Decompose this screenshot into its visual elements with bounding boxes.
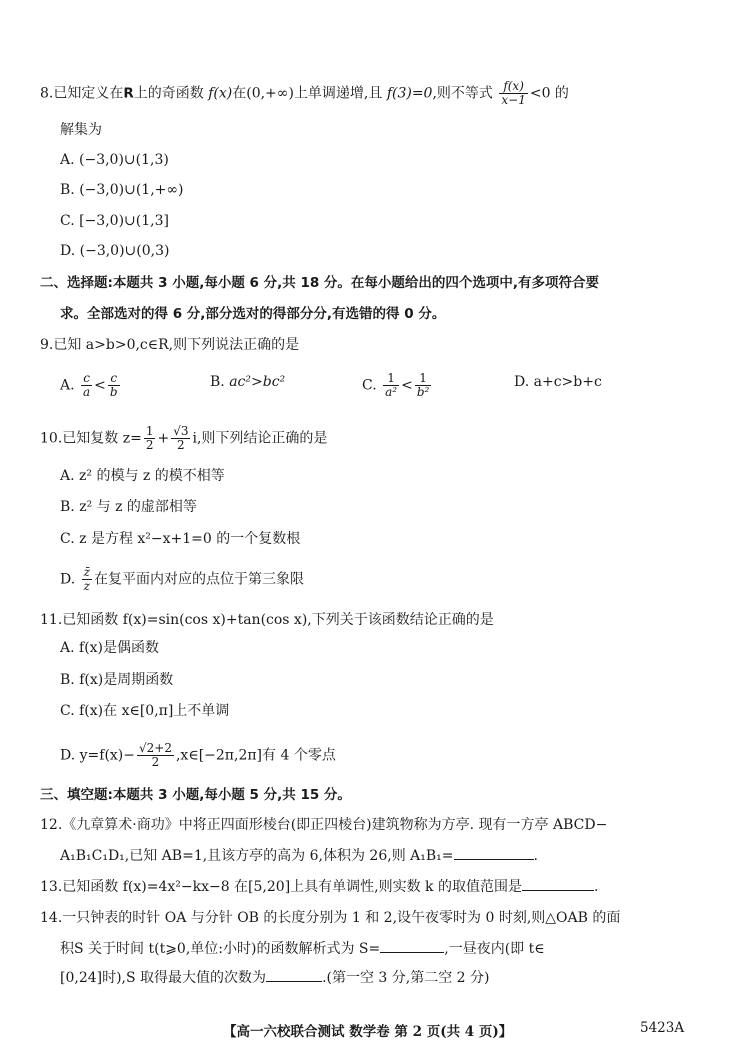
q9-a-op: < xyxy=(94,377,106,394)
q10-option-d-text: 在复平面内对应的点位于第三象限 xyxy=(93,571,304,588)
q11-d-frac xyxy=(137,742,174,769)
q14-line1: 14.一只钟表的时针 OA 与分针 OB 的长度分别为 1 和 2,设午夜零时为 0 时刻,则△OAB 的面 xyxy=(40,910,621,926)
footer-title: 【高一六校联合测试 数学卷 第 2 页(共 4 页)】 xyxy=(223,1024,513,1040)
section2-heading-line1: 二、选择题:本题共 3 小题,每小题 6 分,共 18 分。在每小题给出的四个选项中,有多项符合要 xyxy=(40,275,600,291)
q10-stem-part: 10.已知复数 z= xyxy=(40,430,142,447)
q12-line1: 12.《九章算术·商功》中将正四面形棱台(即正四棱台)建筑物称为方亭. 现有一方亭 ABCD− xyxy=(40,817,608,833)
q10-d-frac xyxy=(82,566,92,593)
q8-option-c: C. [−3,0)∪(1,3] xyxy=(60,213,169,229)
q8-stem-line2: 解集为 xyxy=(60,122,102,138)
section3-heading: 三、填空题:本题共 3 小题,每小题 5 分,共 15 分。 xyxy=(40,787,351,803)
q10-plus: + xyxy=(157,430,170,447)
q11-option-d xyxy=(60,742,336,769)
q9-a-frac1 xyxy=(81,372,92,399)
q8-stem-part: ,则不等式 xyxy=(432,85,493,102)
q10-frac1-den: 2 xyxy=(145,438,154,452)
q8-option-a: A. (−3,0)∪(1,3) xyxy=(60,152,169,168)
q11-stem: 11.已知函数 f(x)=sin(cos x)+tan(cos x),下列关于该函数结论正确的是 xyxy=(40,612,494,628)
q14-answer-blank-2[interactable] xyxy=(266,967,322,982)
q12-line2 xyxy=(60,845,538,866)
q12-end: . xyxy=(533,848,538,864)
footer-code: 5423A xyxy=(640,1020,685,1036)
q8-fraction xyxy=(499,80,527,107)
q12-line2-text: A₁B₁C₁D₁,已知 AB=1,且该方亭的高为 6,体积为 26,则 A₁B₁= xyxy=(60,848,454,864)
q8-fx: f(x) xyxy=(208,85,233,102)
q10-stem-part: i,则下列结论正确的是 xyxy=(192,430,328,447)
q8-stem-part: 8.已知定义在 xyxy=(40,85,124,102)
q9-a-frac2-den: b xyxy=(109,385,118,399)
q14-line2 xyxy=(60,938,545,959)
q10-stem xyxy=(40,425,327,452)
q9-c-frac2 xyxy=(415,372,432,399)
q9-c-frac2-den: b² xyxy=(416,385,430,399)
q14-line3 xyxy=(60,967,490,988)
q11-option-d-part: ,x∈[−2π,2π]有 4 个零点 xyxy=(175,747,336,764)
q13-answer-blank[interactable] xyxy=(522,876,594,891)
q9-stem: 9.已知 a>b>0,c∈R,则下列说法正确的是 xyxy=(40,337,300,353)
q10-frac1 xyxy=(144,425,156,452)
q8-option-b: B. (−3,0)∪(1,+∞) xyxy=(60,182,184,198)
q9-option-b xyxy=(210,372,285,392)
q11-d-frac-den: 2 xyxy=(151,755,160,769)
q9-a-frac2-num: c xyxy=(108,372,120,386)
q9-c-op: < xyxy=(401,377,413,394)
q8-stem-part: 在(0,+∞)上单调递增,且 xyxy=(232,85,383,102)
section2-heading-line2: 求。全部选对的得 6 分,部分选对的得部分分,有选错的得 0 分。 xyxy=(60,306,446,322)
q11-option-a: A. f(x)是偶函数 xyxy=(60,640,160,656)
q8-stem-part: <0 的 xyxy=(529,85,569,102)
q14-line2-text: 积S 关于时间 t(t⩾0,单位:小时)的函数解析式为 S= xyxy=(60,941,381,957)
q8-frac-num: f(x) xyxy=(499,80,527,94)
q10-option-b: B. z² 与 z 的虚部相等 xyxy=(60,499,197,515)
q11-option-c: C. f(x)在 x∈[0,π]上不单调 xyxy=(60,703,230,719)
q10-option-d xyxy=(60,566,304,593)
q10-frac2-num: √3 xyxy=(173,424,189,438)
q8-stem xyxy=(40,80,569,107)
q10-d-frac-den: z xyxy=(83,579,90,593)
q9-option-a-label: A. xyxy=(60,377,75,394)
q9-a-frac1-num: c xyxy=(81,372,92,386)
q14-line3-text: [0,24]时),S 取得最大值的次数为 xyxy=(60,970,267,986)
q10-option-c: C. z 是方程 x²−x+1=0 的一个复数根 xyxy=(60,531,301,547)
q8-option-d: D. (−3,0)∪(0,3) xyxy=(60,243,170,259)
q10-frac1-num: 1 xyxy=(145,424,154,438)
q9-option-a xyxy=(60,372,122,399)
q9-option-c-label: C. xyxy=(362,377,377,394)
q14-answer-blank-1[interactable] xyxy=(380,938,444,953)
q11-option-b: B. f(x)是周期函数 xyxy=(60,672,174,688)
q11-option-d-part: D. y=f(x)− xyxy=(60,747,135,764)
q8-condition: f(3)=0 xyxy=(386,85,433,102)
q8-stem-part: 上的奇函数 xyxy=(133,85,204,102)
q14-line3-text: .(第一空 3 分,第二空 2 分) xyxy=(322,970,490,986)
q13-text: 13.已知函数 f(x)=4x²−kx−8 在[5,20]上具有单调性,则实数 k 的取值范围是 xyxy=(40,879,522,895)
q8-real-set: R xyxy=(123,85,134,102)
q13-stem xyxy=(40,876,598,897)
q10-frac2-den: 2 xyxy=(177,438,185,452)
q9-option-b-text: ac²>bc² xyxy=(229,374,286,390)
q9-a-frac1-den: a xyxy=(83,385,91,399)
q10-frac2 xyxy=(171,425,190,452)
q9-option-b-label: B. xyxy=(210,374,225,390)
q9-c-frac1-num: 1 xyxy=(383,372,399,386)
q11-d-frac-num: √2+2 xyxy=(139,741,172,755)
q10-option-d-label: D. xyxy=(60,571,76,588)
q9-c-frac2-num: 1 xyxy=(415,372,432,386)
q9-c-frac1-den: a² xyxy=(385,385,398,399)
q12-answer-blank[interactable] xyxy=(454,845,534,860)
q9-option-d: D. a+c>b+c xyxy=(514,374,602,390)
q8-frac-den: x−1 xyxy=(501,93,526,107)
q9-c-frac1 xyxy=(383,372,399,399)
q10-d-frac-num: z̄ xyxy=(83,565,90,579)
q9-a-frac2 xyxy=(108,372,120,399)
q9-option-c xyxy=(362,372,433,399)
q13-end: . xyxy=(594,879,599,895)
q10-option-a: A. z² 的模与 z 的模不相等 xyxy=(60,468,225,484)
q14-line2-text: ,一昼夜内(即 t∈ xyxy=(444,941,545,957)
